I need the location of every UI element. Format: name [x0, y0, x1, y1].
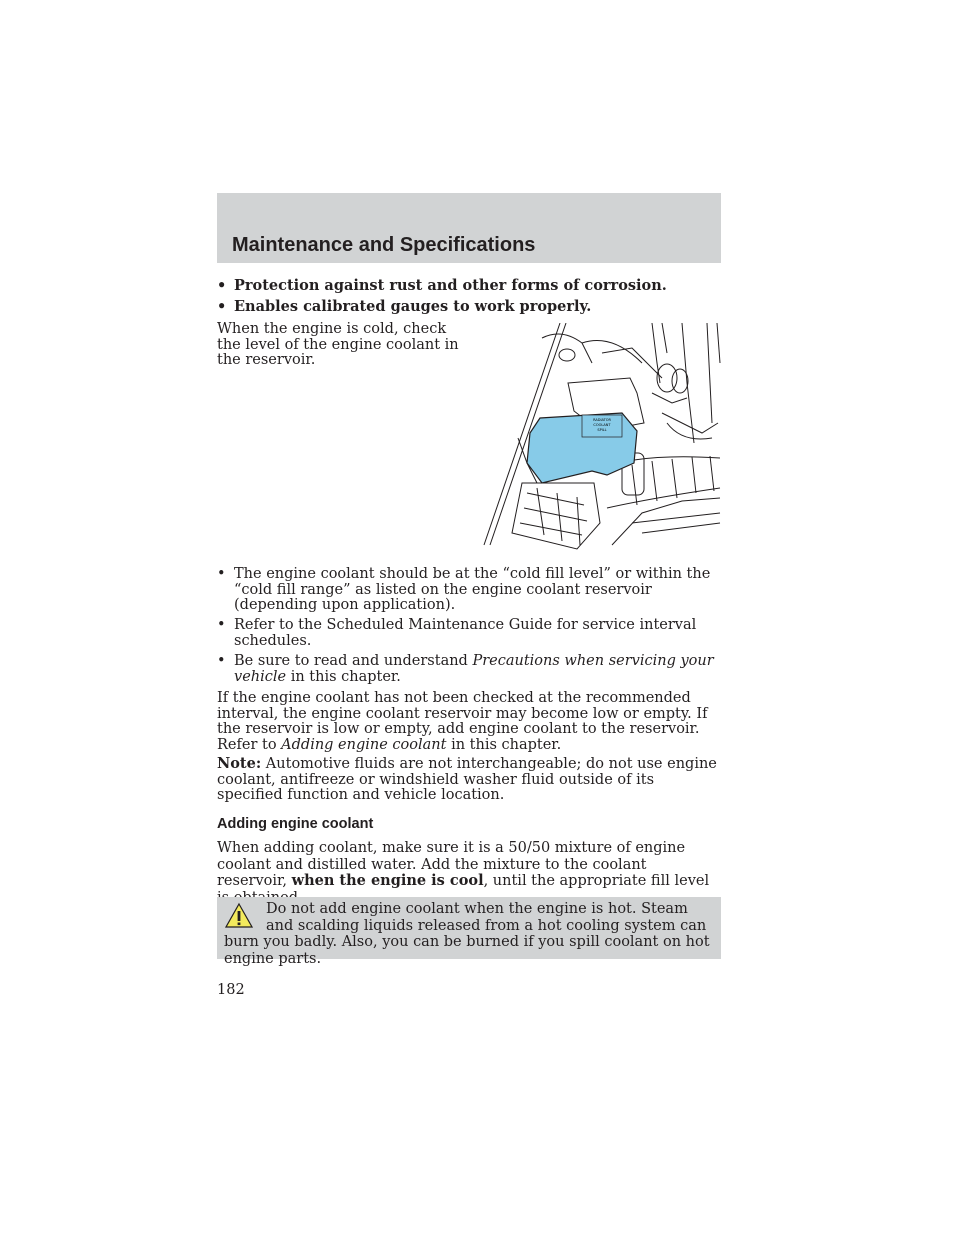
bullet-marker: •	[217, 298, 227, 315]
subheading-adding-coolant: Adding engine coolant	[217, 816, 374, 832]
text-run: Be sure to read and understand	[234, 653, 473, 669]
text-run: in this chapter.	[446, 736, 562, 753]
coolant-reservoir-illustration	[482, 323, 722, 551]
engine-compartment-drawing	[482, 323, 722, 551]
air-duct-outline	[512, 483, 600, 549]
section-header-bar	[217, 193, 721, 263]
bullet-text: The engine coolant should be at the “cold fill level” or within the “cold fill range” as listed on the engine coolant reservoir (depending upon application).	[234, 566, 711, 613]
warning-box	[217, 897, 721, 967]
adding-coolant-reference: Adding engine coolant	[281, 736, 447, 753]
text-run: When adding coolant, make sure it is a 50/50 mixture of engine coolant and distilled water. Add the mixture to the coolant reservoir,	[217, 840, 686, 889]
bullet-item-precautions	[217, 654, 721, 685]
reservoir-label-line-1: RADIATOR	[593, 418, 611, 422]
reservoir-label-line-2: COOLANT	[593, 423, 611, 427]
warning-text: Do not add engine coolant when the engine is hot. Steam and scalding liquids released from a hot cooling system can burn you badly. Also, you can be burned if you spill coolant on hot engine parts.	[224, 901, 710, 967]
precautions-reference: Precautions when servicing your vehicle	[234, 653, 714, 685]
note-label: Note:	[217, 755, 262, 772]
page-number: 182	[217, 982, 245, 998]
bullet-marker: •	[217, 566, 226, 582]
bullet-text: Enables calibrated gauges to work properly.	[234, 298, 592, 315]
bullet-item-maintenance-guide	[217, 618, 721, 649]
reservoir-cap	[559, 349, 575, 361]
bullet-marker: •	[217, 653, 226, 669]
note-text: Automotive fluids are not interchangeable; do not use engine coolant, antifreeze or windshield washer fluid outside of its specified function and vehicle location.	[217, 756, 717, 803]
bullet-text: Protection against rust and other forms of corrosion.	[234, 277, 667, 294]
reservoir-label-line-3: SPILL	[597, 428, 607, 432]
icon-spacer	[224, 901, 266, 933]
text-run: If the engine coolant has not been checked at the recommended interval, the engine coolant reservoir may become low or empty. If the reservoir is low or empty, add engine coolant to the reservoir. Refer to	[217, 690, 708, 753]
reservoir-interval-paragraph	[217, 691, 723, 753]
text-run: in this chapter.	[286, 668, 401, 685]
section-title: Maintenance and Specifications	[232, 234, 536, 256]
bullet-item-cold-fill	[217, 567, 721, 614]
bullet-text: Refer to the Scheduled Maintenance Guide for service interval schedules.	[234, 617, 697, 649]
bullet-item-gauges	[217, 299, 721, 315]
bullet-marker: •	[217, 617, 226, 633]
when-engine-cool-emphasis: when the engine is cool	[291, 872, 484, 889]
warning-text-block	[224, 901, 714, 967]
note-paragraph	[217, 756, 721, 804]
intro-paragraph: When the engine is cold, check the level of the engine coolant in the reservoir.	[217, 321, 459, 368]
bullet-item-corrosion	[217, 278, 721, 294]
text-run: , until the appropriate fill level	[483, 873, 710, 889]
bullet-text	[234, 654, 721, 685]
bullet-marker: •	[217, 277, 227, 294]
